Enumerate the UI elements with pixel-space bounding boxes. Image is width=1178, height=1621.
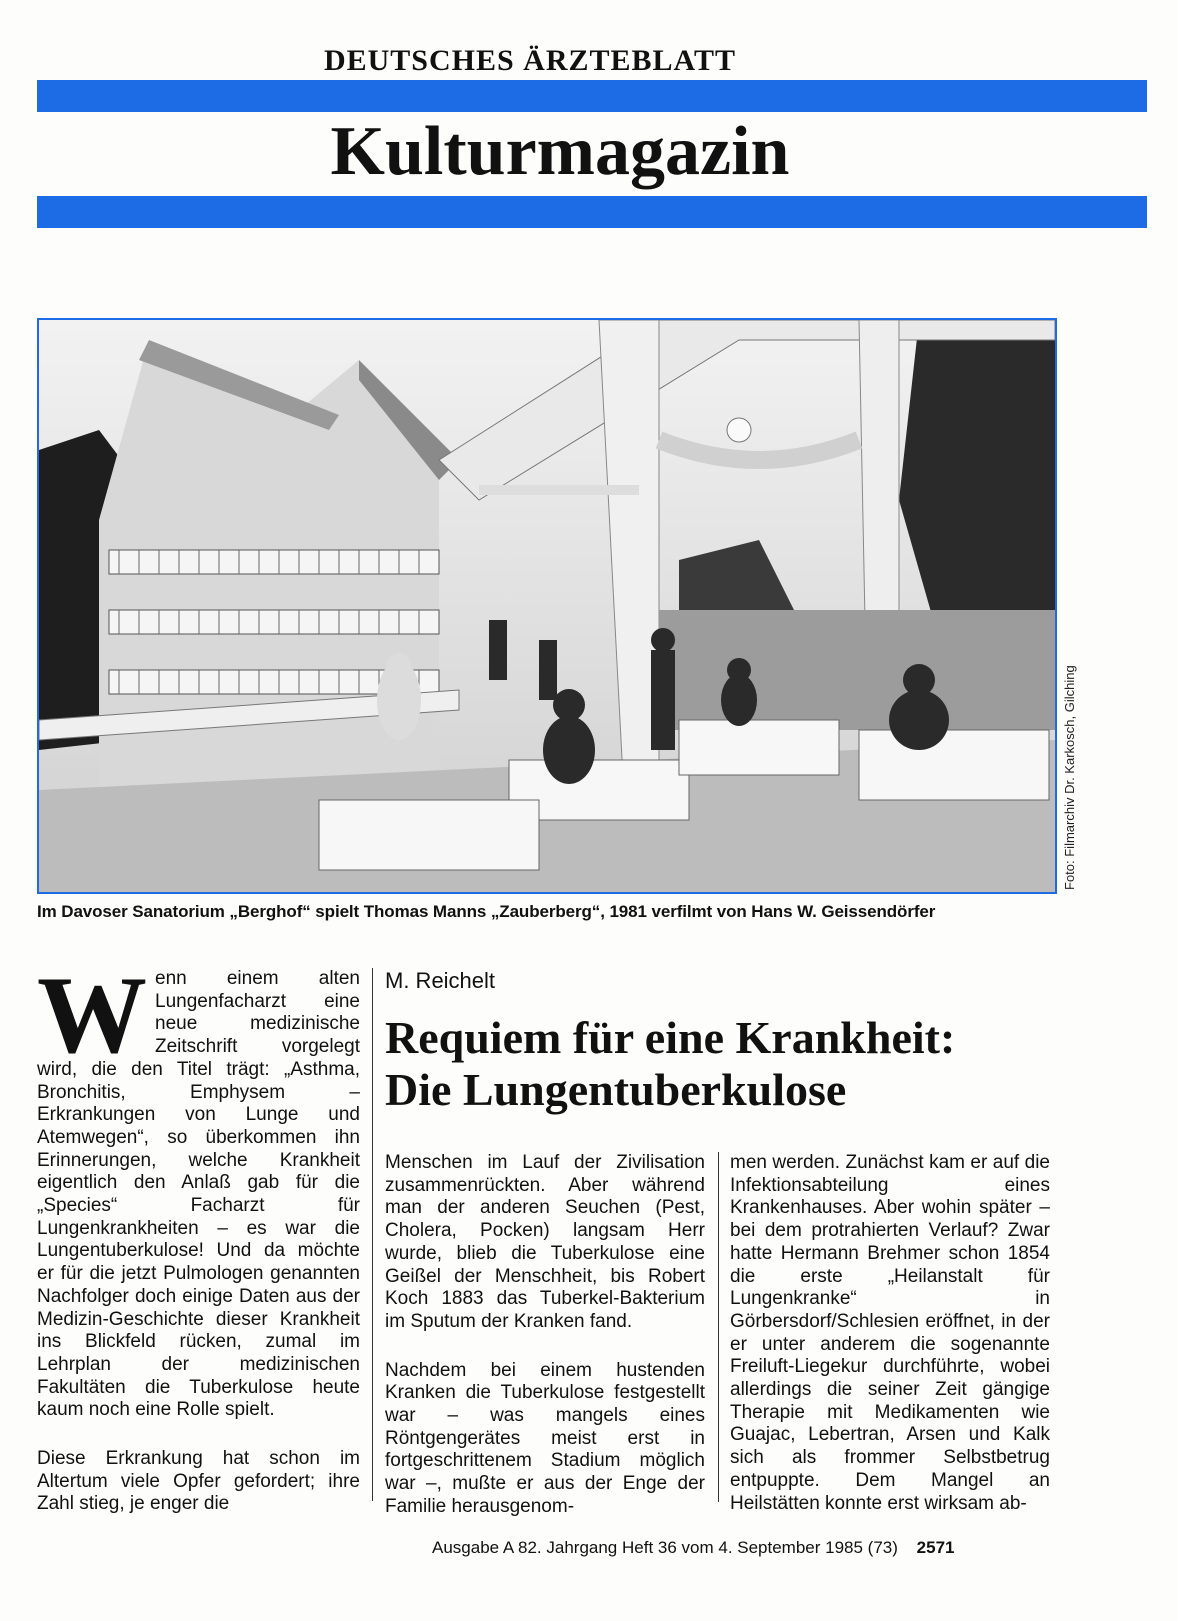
paragraph-text: enn einem alten Lungenfacharzt eine neue medizinische Zeitschrift vorgelegt wird, die den Titel trägt: „Asthma, Bronchitis, Emphysem – Erkrankungen von Lunge und Atemwegen“, so überkommen ihn Erinnerungen, welche Krankheit eigentlich den Anlaß gab für die „Species“ Facharzt für Lungenkrankheiten – es war die Lungentuberkulose! Und da möchte er für die jetzt Pulmologen genannten Nachfolger doch einige Daten aus der Medizin-Geschichte dieser Krankheit ins Blickfeld rücken, zumal im Lehrplan der medizinischen Fakultäten die Tuberkulose heute kaum noch eine Rolle spielt. xyxy=(37,968,360,1421)
headline-line: Requiem für eine Krankheit: xyxy=(385,1012,956,1063)
paragraph: Nachdem bei einem hustenden Kranken die Tuberkulose festgestellt war – was mangels eines Röntgengerätes meist erst in fortgeschrittenem Stadium möglich war –, mußte er aus der Enge der Familie herausgenom- xyxy=(385,1359,705,1517)
article-column-3 xyxy=(730,1152,1050,1541)
masthead: DEUTSCHES ÄRZTEBLATT xyxy=(323,44,737,77)
headline xyxy=(385,1012,1065,1116)
drop-cap: W xyxy=(37,954,147,1076)
paragraph: Menschen im Lauf der Zivilisation zusammenrückten. Aber während man der anderen Seuchen (Pest, Cholera, Pocken) langsam Herr wurde, blieb die Tuberkulose eine Geißel der Menschheit, bis Robert Koch 1883 das Tuberkel-Bakterium im Sputum der Kranken fand. xyxy=(385,1152,705,1332)
headline-line: Die Lungentuberkulose xyxy=(385,1064,847,1115)
paragraph: men werden. Zunächst kam er auf die Infektionsabteilung eines Krankenhauses. Aber wohin später – bei dem protrahierten Verlauf? Zwar hatte Hermann Brehmer schon 1854 die erste „Heilanstalt für Lungenkranke“ in Görbersdorf/Schlesien eröffnet, in der er unter anderem die sogenannte Freiluft-Liegekur durchführte, wobei allerdings die seiner Zeit gängige Therapie mit Medikamenten wie Guajac, Lebertran, Arsen und Kalk sich als frommer Selbstbetrug entpuppte. Dem Mangel an Heilstätten konnte erst wirksam ab- xyxy=(730,1152,1050,1514)
sanatorium-photo xyxy=(37,318,1057,894)
paragraph xyxy=(37,954,360,1422)
blue-band-bottom xyxy=(37,196,1147,228)
section-title: Kulturmagazin xyxy=(330,113,790,190)
issue-info: Ausgabe A 82. Jahrgang Heft 36 vom 4. September 1985 (73) xyxy=(432,1538,898,1557)
article-column-1 xyxy=(37,954,360,1542)
paragraph: Diese Erkrankung hat schon im Altertum viele Opfer gefordert; ihre Zahl stieg, je enger die xyxy=(37,1448,360,1515)
photo-illustration xyxy=(39,320,1055,892)
photo-caption: Im Davoser Sanatorium „Berghof“ spielt Thomas Manns „Zauberberg“, 1981 verfilmt von Hans W. Geissendörfer xyxy=(37,902,936,921)
column-divider xyxy=(372,968,373,1501)
article-column-2 xyxy=(385,1152,705,1545)
author: M. Reichelt xyxy=(385,968,496,993)
page-footer xyxy=(432,1538,954,1558)
column-divider xyxy=(718,1152,719,1502)
photo-credit: Foto: Filmarchiv Dr. Karkosch, Gilching xyxy=(1062,665,1077,890)
blue-band-top xyxy=(37,80,1147,112)
page-number: 2571 xyxy=(916,1538,955,1557)
